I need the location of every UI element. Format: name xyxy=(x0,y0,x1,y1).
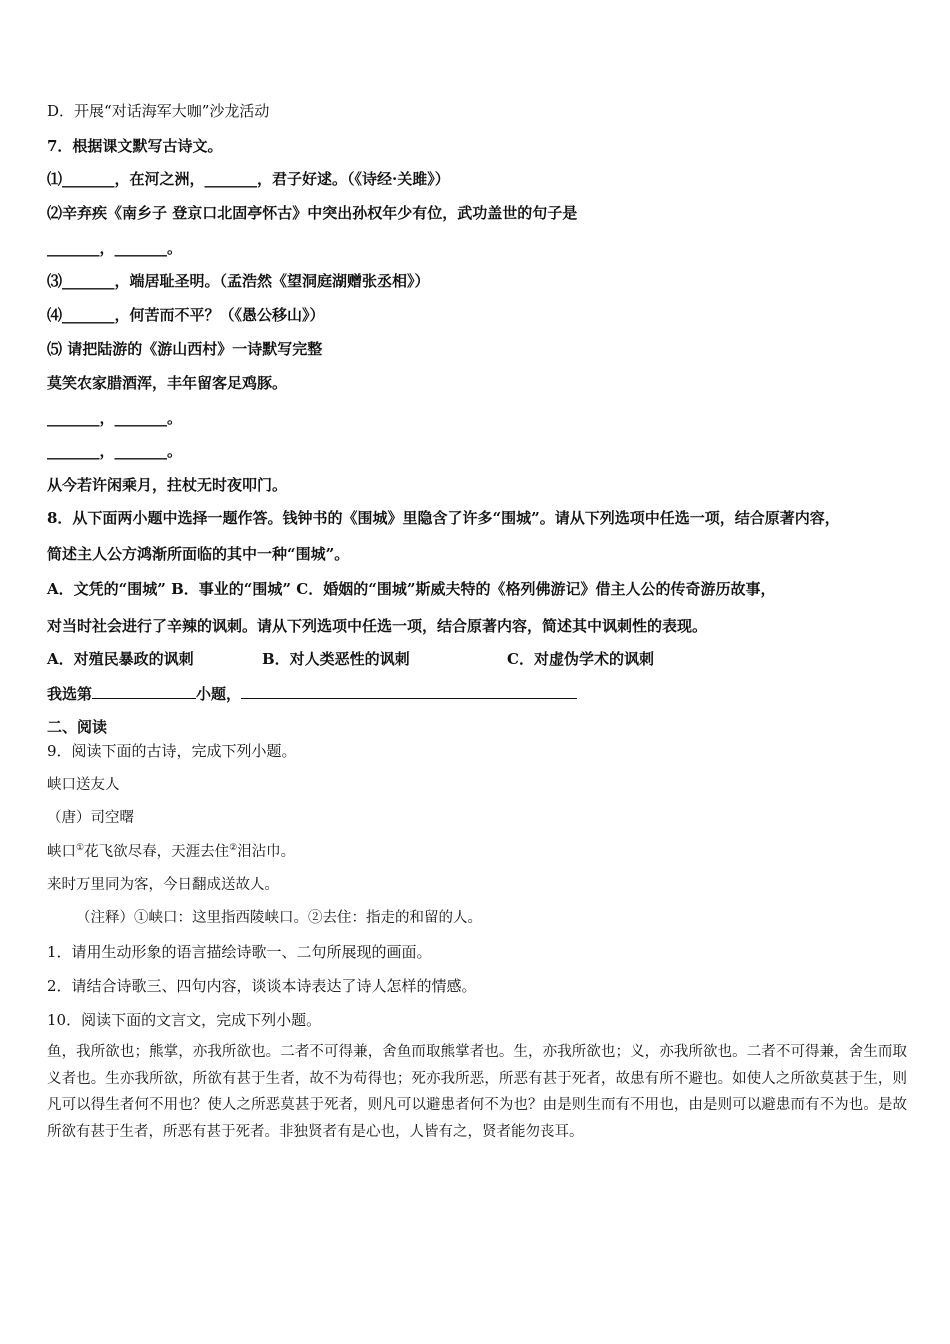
q6-option-d: D．开展“对话海军大咖”沙龙活动 xyxy=(47,102,270,120)
q8-option-c: C．对虚伪学术的讽刺 xyxy=(507,650,654,668)
q7-item2: ⑵辛弃疾《南乡子 登京口北固亭怀古》中突出孙权年少有位，武功盖世的句子是 xyxy=(47,204,578,222)
q9-verse1-c: 泪沾巾。 xyxy=(237,844,296,860)
q9-poem-author: （唐）司空曙 xyxy=(47,810,134,826)
q9-annotation: （注释）①峡口：这里指西陵峡口。②去住：指走的和留的人。 xyxy=(76,910,482,926)
q8-choice-line xyxy=(47,683,577,704)
q7-item5-blank2: _______，_______。 xyxy=(47,442,183,460)
q8-choice-prefix: 我选第 xyxy=(47,685,93,703)
q7-item1: ⑴_______，在河之洲，_______，君子好逑。（《诗经·关雎》） xyxy=(47,170,450,188)
q8-choice-number-blank[interactable] xyxy=(92,683,196,699)
q7-item5-line1: 莫笑农家腊酒浑，丰年留客足鸡豚。 xyxy=(47,374,288,392)
q7-item5-line-last: 从今若许闲乘月，拄杖无时夜叩门。 xyxy=(47,476,288,494)
q9-sub2: 2．请结合诗歌三、四句内容，谈谈本诗表达了诗人怎样的情感。 xyxy=(47,977,477,995)
q8-option-a: A．对殖民暴政的讽刺 xyxy=(47,650,194,668)
q8-option-b: B．对人类恶性的讽刺 xyxy=(262,650,410,668)
q7-title: 7．根据课文默写古诗文。 xyxy=(47,137,223,155)
q9-note1-marker: ① xyxy=(76,843,85,854)
q8-options-line2: 对当时社会进行了辛辣的讽刺。请从下列选项中任选一项，结合原著内容，简述其中讽刺性的表现。 xyxy=(47,617,708,635)
q10-passage: 鱼，我所欲也；熊掌，亦我所欲也。二者不可得兼，舍鱼而取熊掌者也。生，亦我所欲也；义，亦我所欲也。二者不可得兼，舍生而取义者也。生亦我所欲，所欲有甚于生者，故不为苟得也；死亦我所恶，所恶有甚于死者，故患有所不避也。如使人之所欲莫甚于生，则凡可以得生者何不用也？使人之所恶莫甚于死者，则凡可以避患者何不为也？由是则生而有不用也，由是则可以避患而有不为也。是故所欲有甚于生者，所恶有甚于死者。非独贤者有是心也，人皆有之，贤者能勿丧耳。 xyxy=(47,1044,907,1140)
section2-title: 二、阅读 xyxy=(47,718,108,736)
q9-verse1 xyxy=(47,842,295,862)
q8-options-line1: A．文凭的“围城” B．事业的“围城” C．婚姻的“围城”斯威夫特的《格列佛游记》借主人公的传奇游历故事， xyxy=(47,580,776,598)
q7-item2-blank: _______，_______。 xyxy=(47,239,183,257)
q7-item5-blank1: _______，_______。 xyxy=(47,409,183,427)
q8-title-line1: 8．从下面两小题中选择一题作答。钱钟书的《围城》里隐含了许多“围城”。请从下列选项中任选一项，结合原著内容， xyxy=(47,509,840,527)
q7-item5: ⑸ 请把陆游的《游山西村》一诗默写完整 xyxy=(47,340,323,358)
q9-note2-marker: ② xyxy=(229,843,238,854)
q10-title: 10．阅读下面的文言文，完成下列小题。 xyxy=(47,1011,322,1029)
q9-verse1-b: 花飞欲尽春，天涯去住 xyxy=(84,844,230,860)
q9-title: 9．阅读下面的古诗，完成下列小题。 xyxy=(47,742,297,760)
q7-item4: ⑷_______，何苦而不平？（《愚公移山》） xyxy=(47,306,325,324)
q8-answer-blank[interactable] xyxy=(241,683,577,699)
q7-item3: ⑶_______，端居耻圣明。（孟浩然《望洞庭湖赠张丞相》） xyxy=(47,272,430,290)
q8-title-line2: 简述主人公方鸿渐所面临的其中一种“围城”。 xyxy=(47,545,350,563)
q9-poem-title: 峡口送友人 xyxy=(47,777,120,793)
q9-verse1-a: 峡口 xyxy=(47,844,76,860)
q9-sub1: 1．请用生动形象的语言描绘诗歌一、二句所展现的画面。 xyxy=(47,943,432,961)
q9-verse2: 来时万里同为客，今日翻成送故人。 xyxy=(47,877,279,893)
q8-choice-suffix: 小题， xyxy=(196,685,242,703)
